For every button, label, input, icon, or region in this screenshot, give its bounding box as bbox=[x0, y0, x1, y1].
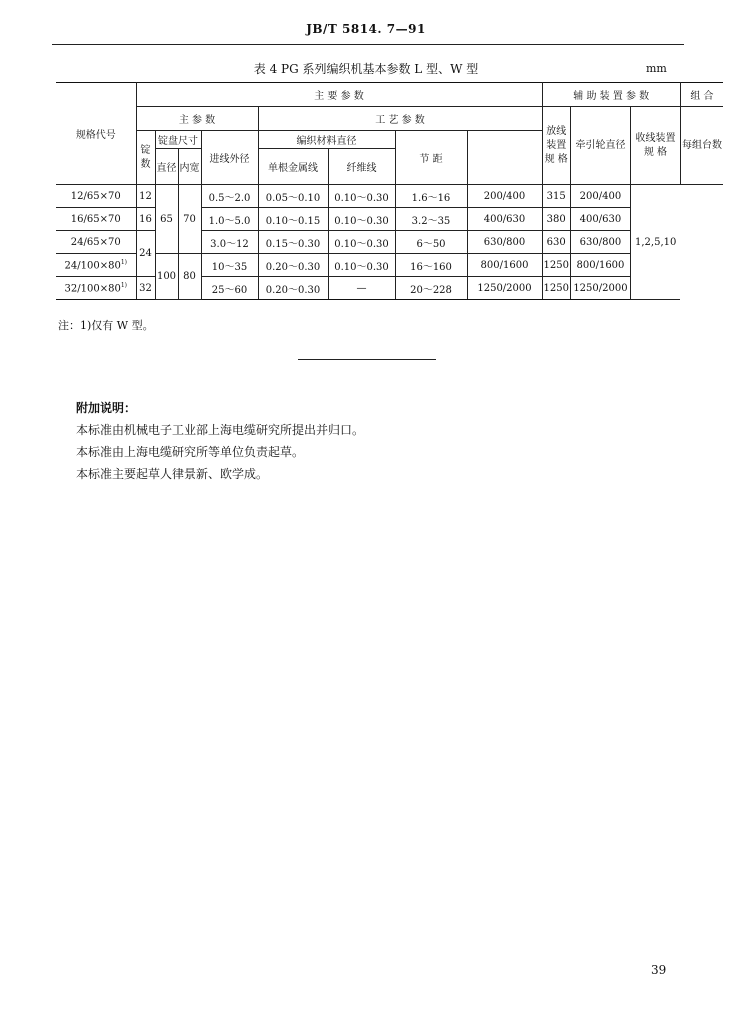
cell-inlet: 1.0～5.0 bbox=[201, 208, 258, 231]
header-inlet-od: 进线外径 bbox=[201, 131, 258, 185]
cell-spindles: 16 bbox=[136, 208, 155, 231]
cell-spindles: 12 bbox=[136, 185, 155, 208]
cell-payoff: 400/630 bbox=[467, 208, 542, 231]
header-spindle-size: 锭盘尺寸 bbox=[155, 131, 201, 149]
cell-pitch: 1.6～16 bbox=[395, 185, 467, 208]
cell-payoff: 1250/2000 bbox=[467, 277, 542, 300]
cell-takeup: 200/400 bbox=[570, 185, 630, 208]
cell-inlet: 25～60 bbox=[201, 277, 258, 300]
cell-takeup: 400/630 bbox=[570, 208, 630, 231]
cell-takeup: 800/1600 bbox=[570, 254, 630, 277]
cell-payoff: 630/800 bbox=[467, 231, 542, 254]
cell-pitch: 20～228 bbox=[395, 277, 467, 300]
appendix-line: 本标准由机械电子工业部上海电缆研究所提出并归口。 bbox=[76, 423, 365, 437]
header-process-params: 工 艺 参 数 bbox=[258, 107, 542, 131]
header-payoff: 放线装置规 格 bbox=[542, 107, 570, 185]
unit-label: mm bbox=[646, 62, 667, 75]
header-takeup: 收线装置规 格 bbox=[630, 107, 680, 185]
cell-inlet: 3.0～12 bbox=[201, 231, 258, 254]
cell-spec: 16/65×70 bbox=[56, 208, 136, 231]
cell-fiber: — bbox=[328, 277, 395, 300]
header-aux-group: 辅 助 装 置 参 数 bbox=[542, 83, 680, 107]
header-spec-code: 规格代号 bbox=[56, 83, 136, 185]
cell-spindles: 24 bbox=[136, 231, 155, 277]
header-spindle-count: 锭数 bbox=[136, 131, 155, 185]
cell-capstan: 380 bbox=[542, 208, 570, 231]
cell-width: 80 bbox=[178, 254, 201, 300]
cell-pitch: 3.2～35 bbox=[395, 208, 467, 231]
cell-single: 0.05～0.10 bbox=[258, 185, 328, 208]
table-title: 表 4 PG 系列编织机基本参数 L 型、W 型 bbox=[253, 62, 479, 76]
appendix-line: 本标准主要起草人律景新、欧学成。 bbox=[76, 467, 269, 481]
page-number: 39 bbox=[651, 963, 667, 977]
cell-payoff: 800/1600 bbox=[467, 254, 542, 277]
appendix bbox=[76, 397, 364, 485]
cell-capstan: 630 bbox=[542, 231, 570, 254]
header-rule bbox=[52, 44, 684, 45]
cell-diameter: 65 bbox=[155, 185, 178, 254]
standard-code: JB/T 5814. 7—91 bbox=[306, 22, 426, 36]
header-pitch: 节 距 bbox=[395, 131, 467, 185]
cell-single: 0.15～0.30 bbox=[258, 231, 328, 254]
cell-fiber: 0.10～0.30 bbox=[328, 185, 395, 208]
parameter-table bbox=[56, 82, 723, 300]
cell-payoff: 200/400 bbox=[467, 185, 542, 208]
cell-fiber: 0.10～0.30 bbox=[328, 254, 395, 277]
cell-inlet: 10～35 bbox=[201, 254, 258, 277]
parameter-table-wrapper bbox=[56, 82, 723, 300]
header-braid-diameter: 编织材料直径 bbox=[258, 131, 395, 149]
header-diameter: 直径 bbox=[155, 149, 178, 185]
header-fiber-wire: 纤维线 bbox=[328, 149, 395, 185]
cell-fiber: 0.10～0.30 bbox=[328, 231, 395, 254]
header-combo-group: 组 合 bbox=[680, 83, 723, 107]
cell-takeup: 630/800 bbox=[570, 231, 630, 254]
cell-inlet: 0.5～2.0 bbox=[201, 185, 258, 208]
appendix-title: 附加说明： bbox=[76, 401, 137, 415]
cell-diameter: 100 bbox=[155, 254, 178, 300]
header-capstan: 牵引轮直径 bbox=[570, 107, 630, 185]
cell-single: 0.10～0.15 bbox=[258, 208, 328, 231]
cell-width: 70 bbox=[178, 185, 201, 254]
cell-pitch: 16～160 bbox=[395, 254, 467, 277]
cell-single: 0.20～0.30 bbox=[258, 254, 328, 277]
cell-pitch: 6～50 bbox=[395, 231, 467, 254]
cell-capstan: 1250 bbox=[542, 254, 570, 277]
cell-fiber: 0.10～0.30 bbox=[328, 208, 395, 231]
section-divider bbox=[298, 359, 436, 360]
cell-capstan: 315 bbox=[542, 185, 570, 208]
header-main-group: 主 要 参 数 bbox=[136, 83, 542, 107]
cell-capstan: 1250 bbox=[542, 277, 570, 300]
cell-spec: $24/100\times 80^{1)}$ bbox=[56, 254, 136, 277]
cell-takeup: 1250/2000 bbox=[570, 277, 630, 300]
cell-single: 0.20～0.30 bbox=[258, 277, 328, 300]
cell-spec: 12/65×70 bbox=[56, 185, 136, 208]
table-row bbox=[56, 254, 723, 277]
cell-units-per-group: 1,2,5,10 bbox=[630, 185, 680, 300]
cell-spec: 24/65×70 bbox=[56, 231, 136, 254]
table-row bbox=[56, 185, 723, 208]
appendix-line: 本标准由上海电缆研究所等单位负责起草。 bbox=[76, 445, 305, 459]
cell-spec: $32/100\times 80^{1)}$ bbox=[56, 277, 136, 300]
header-single-wire: 单根金属线 bbox=[258, 149, 328, 185]
header-units-per-group: 每组台数 bbox=[680, 107, 723, 185]
header-main-params: 主 参 数 bbox=[136, 107, 258, 131]
cell-spindles: 32 bbox=[136, 277, 155, 300]
header-inner-width: 内宽 bbox=[178, 149, 201, 185]
table-note: 注：1)仅有 W 型。 bbox=[58, 319, 154, 332]
